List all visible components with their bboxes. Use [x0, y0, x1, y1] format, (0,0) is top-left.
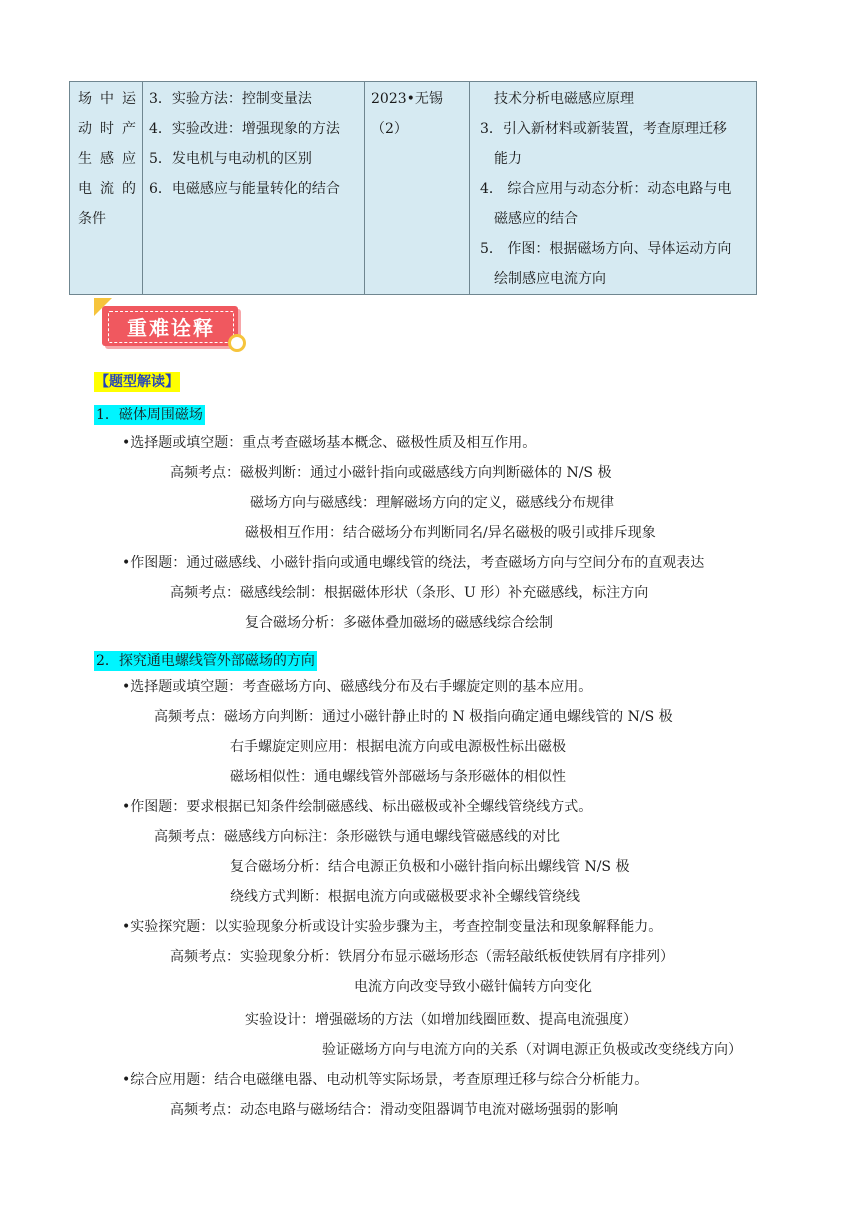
trend-line: 4． 综合应用与动态分析：动态电路与电	[480, 181, 732, 197]
bullet-line: •综合应用题：结合电磁继电器、电动机等实际场景，考查原理迁移与综合分析能力。	[122, 1072, 649, 1088]
point-line: 高频考点：实验现象分析：铁屑分布显示磁场形态（需轻敲纸板使铁屑有序排列）	[170, 949, 674, 965]
point-line: 复合磁场分析：多磁体叠加磁场的磁感线综合绘制	[245, 615, 553, 631]
point-line: 高频考点：磁感线方向标注：条形磁铁与通电螺线管磁感线的对比	[154, 829, 560, 845]
point-line: 高频考点：磁场方向判断：通过小磁针静止时的 N 极指向确定通电螺线管的 N/S 极	[154, 709, 673, 725]
point-line: 验证磁场方向与电流方向的关系（对调电源正负极或改变绕线方向）	[322, 1042, 742, 1058]
point-line: 4．实验改进：增强现象的方法	[149, 121, 340, 137]
point-line: 磁极相互作用：结合磁场分布判断同名/异名磁极的吸引或排斥现象	[245, 525, 656, 541]
point-line: 高频考点：动态电路与磁场结合：滑动变阻器调节电流对磁场强弱的影响	[170, 1102, 618, 1118]
topic-line: 电流的	[78, 181, 136, 197]
point-line: 高频考点：磁极判断：通过小磁针指向或磁感线方向判断磁体的 N/S 极	[170, 465, 612, 481]
banner-title: 重难诠释	[127, 316, 215, 340]
section-title-2: 2．探究通电螺线管外部磁场的方向	[96, 653, 315, 669]
trend-line: 5． 作图：根据磁场方向、导体运动方向	[480, 241, 732, 257]
topic-line: 动时产	[78, 121, 136, 137]
point-line: 5．发电机与电动机的区别	[149, 151, 312, 167]
banner-ring-icon	[228, 334, 246, 352]
topic-line: 场中运	[78, 91, 136, 107]
trend-line: 能力	[494, 151, 522, 167]
section-banner	[94, 298, 248, 356]
bullet-line: •作图题：通过磁感线、小磁针指向或通电螺线管的绕法，考查磁场方向与空间分布的直观表达	[122, 555, 705, 571]
bullet-line: •实验探究题：以实验现象分析或设计实验步骤为主，考查控制变量法和现象解释能力。	[122, 919, 663, 935]
trend-line: 磁感应的结合	[494, 211, 578, 227]
point-line: 电流方向改变导致小磁针偏转方向变化	[354, 979, 592, 995]
bullet-line: •选择题或填空题：重点考查磁场基本概念、磁极性质及相互作用。	[122, 435, 537, 451]
point-line: 6．电磁感应与能量转化的结合	[149, 181, 340, 197]
topic-line: 条件	[78, 211, 106, 227]
point-line: 复合磁场分析：结合电源正负极和小磁针指向标出螺线管 N/S 极	[230, 859, 630, 875]
point-line: 绕线方式判断：根据电流方向或磁极要求补全螺线管绕线	[230, 889, 580, 905]
exam-analysis-table	[69, 81, 757, 295]
point-line: 实验设计：增强磁场的方法（如增加线圈匝数、提高电流强度）	[245, 1012, 637, 1028]
trend-line: 3．引入新材料或新装置，考查原理迁移	[480, 121, 727, 137]
point-line: 高频考点：磁感线绘制：根据磁体形状（条形、U 形）补充磁感线，标注方向	[170, 585, 649, 601]
bullet-line: •作图题：要求根据已知条件绘制磁感线、标出磁极或补全螺线管绕线方式。	[122, 799, 593, 815]
trend-line: 绘制感应电流方向	[494, 271, 606, 287]
table-cell-topic	[70, 82, 143, 295]
point-line: 磁场方向与磁感线：理解磁场方向的定义，磁感线分布规律	[250, 495, 614, 511]
bullet-line: •选择题或填空题：考查磁场方向、磁感线分布及右手螺旋定则的基本应用。	[122, 679, 593, 695]
point-line: 3．实验方法：控制变量法	[149, 91, 312, 107]
table-cell-exam-year	[365, 82, 470, 295]
question-type-tag: 【题型解读】	[95, 374, 179, 390]
exam-year: 2023•无锡（2）	[371, 91, 443, 137]
banner-flag-icon	[94, 298, 112, 316]
point-line: 右手螺旋定则应用：根据电流方向或电源极性标出磁极	[230, 739, 566, 755]
section-title-1: 1．磁体周围磁场	[96, 407, 203, 423]
table-cell-points	[143, 82, 365, 295]
point-line: 磁场相似性：通电螺线管外部磁场与条形磁体的相似性	[230, 769, 566, 785]
trend-line: 技术分析电磁感应原理	[494, 91, 634, 107]
topic-line: 生感应	[78, 151, 136, 167]
table-cell-trends	[470, 82, 757, 295]
